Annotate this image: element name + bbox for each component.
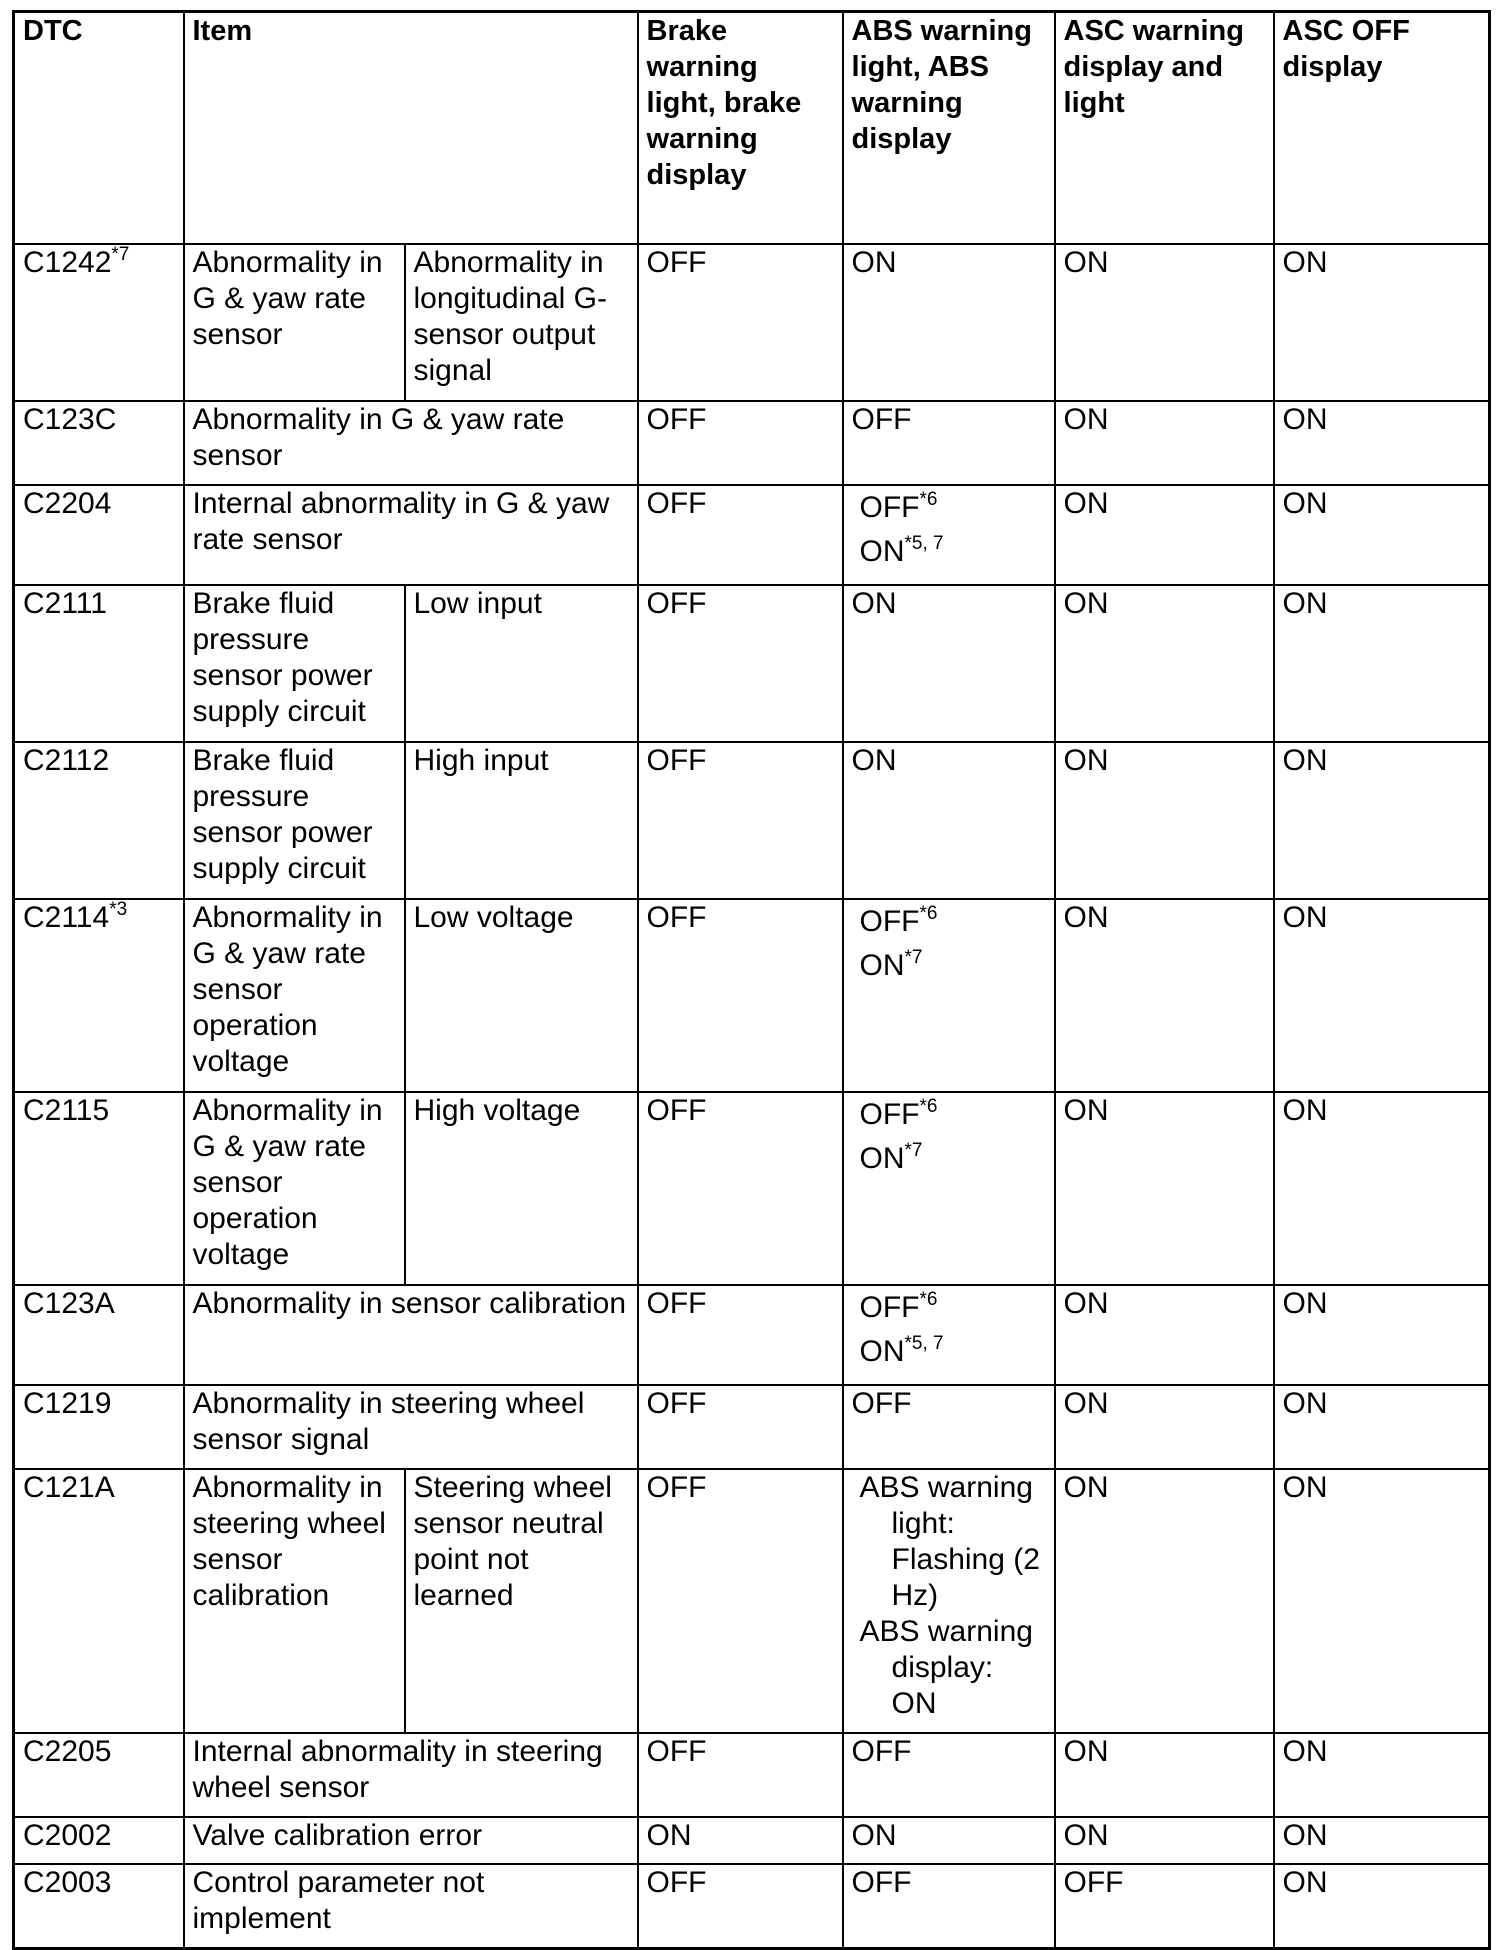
asc-off-cell: ON <box>1274 899 1490 1092</box>
sub-item-cell: Low input <box>405 585 638 742</box>
asc-warning-cell: ON <box>1055 1285 1274 1385</box>
asc-warning-cell: ON <box>1055 1385 1274 1469</box>
item-cell: Internal abnormality in steering wheel sensor <box>184 1733 638 1817</box>
item-cell: Abnormality in G & yaw rate sensor <box>184 244 405 401</box>
abs-status-line: OFF$^{*6}$ <box>859 1289 938 1324</box>
abs-warning-cell <box>843 485 1055 585</box>
asc-off-cell: ON <box>1274 244 1490 401</box>
sub-item-cell: Low voltage <box>405 899 638 1092</box>
header-asc-warning: ASC warning display and light <box>1055 12 1274 245</box>
brake-warning-cell: OFF <box>638 244 843 401</box>
table-row <box>14 401 1490 485</box>
brake-warning-cell: OFF <box>638 1469 843 1733</box>
dtc-code-cell <box>14 899 184 1092</box>
abs-status-line: ON$^{*5, 7}$ <box>859 1333 944 1368</box>
dtc-code-cell <box>14 244 184 401</box>
abs-warning-cell <box>843 1469 1055 1733</box>
abs-warning-cell <box>843 899 1055 1092</box>
sub-item-cell: Steering wheel sensor neutral point not learned <box>405 1469 638 1733</box>
asc-off-cell: ON <box>1274 401 1490 485</box>
table-row <box>14 485 1490 585</box>
asc-off-cell: ON <box>1274 485 1490 585</box>
asc-warning-cell: ON <box>1055 585 1274 742</box>
dtc-code-cell: C2115 <box>14 1092 184 1285</box>
table-row <box>14 1864 1490 1948</box>
sub-item-cell: High voltage <box>405 1092 638 1285</box>
brake-warning-cell: OFF <box>638 485 843 585</box>
brake-warning-cell: OFF <box>638 742 843 899</box>
table-row <box>14 585 1490 742</box>
asc-off-cell: ON <box>1274 1285 1490 1385</box>
asc-off-cell: ON <box>1274 1817 1490 1864</box>
table-row <box>14 742 1490 899</box>
table-row <box>14 899 1490 1092</box>
header-abs-warning: ABS warning light, ABS warning display <box>843 12 1055 245</box>
abs-warning-cell: OFF <box>843 1385 1055 1469</box>
abs-status-line: OFF$^{*6}$ <box>859 903 938 938</box>
table-row <box>14 1385 1490 1469</box>
item-cell: Abnormality in G & yaw rate sensor operation voltage <box>184 899 405 1092</box>
sub-item-cell: Abnormality in longitudinal G-sensor output signal <box>405 244 638 401</box>
abs-status-line: ON$^{*5, 7}$ <box>859 533 944 568</box>
asc-warning-cell: ON <box>1055 401 1274 485</box>
brake-warning-cell: OFF <box>638 1285 843 1385</box>
table-row <box>14 1733 1490 1817</box>
abs-warning-display-status: ABS warning display: ON <box>859 1615 1033 1720</box>
dtc-table <box>12 10 1491 1950</box>
asc-warning-cell: ON <box>1055 485 1274 585</box>
brake-warning-cell: OFF <box>638 401 843 485</box>
header-brake-warning: Brake warning light, brake warning display <box>638 12 843 245</box>
abs-warning-cell: ON <box>843 585 1055 742</box>
item-cell: Brake fluid pressure sensor power supply circuit <box>184 585 405 742</box>
header-item: Item <box>184 12 638 245</box>
abs-warning-light-status: ABS warning light: Flashing (2 Hz) <box>859 1471 1040 1612</box>
abs-warning-cell: ON <box>843 244 1055 401</box>
item-cell: Internal abnormality in G & yaw rate sensor <box>184 485 638 585</box>
dtc-code: C2114 <box>23 901 110 934</box>
table-row <box>14 1817 1490 1864</box>
abs-warning-cell <box>843 1285 1055 1385</box>
brake-warning-cell: OFF <box>638 899 843 1092</box>
header-asc-off: ASC OFF display <box>1274 12 1490 245</box>
header-dtc: DTC <box>14 12 184 245</box>
item-cell: Brake fluid pressure sensor power supply circuit <box>184 742 405 899</box>
brake-warning-cell: ON <box>638 1817 843 1864</box>
asc-off-cell: ON <box>1274 1864 1490 1948</box>
asc-off-cell: ON <box>1274 1092 1490 1285</box>
asc-warning-cell: ON <box>1055 899 1274 1092</box>
brake-warning-cell: OFF <box>638 1733 843 1817</box>
dtc-code-cell: C1219 <box>14 1385 184 1469</box>
dtc-code-cell: C2002 <box>14 1817 184 1864</box>
asc-warning-cell: ON <box>1055 244 1274 401</box>
brake-warning-cell: OFF <box>638 585 843 742</box>
abs-warning-cell: ON <box>843 742 1055 899</box>
item-cell: Abnormality in G & yaw rate sensor <box>184 401 638 485</box>
dtc-code-cell: C2111 <box>14 585 184 742</box>
asc-warning-cell: ON <box>1055 1817 1274 1864</box>
dtc-code-cell: C121A <box>14 1469 184 1733</box>
dtc-code: C1242 <box>23 246 112 279</box>
item-cell: Abnormality in G & yaw rate sensor operation voltage <box>184 1092 405 1285</box>
abs-status-line: OFF$^{*6}$ <box>859 1096 938 1131</box>
abs-status-line: ON$^{*7}$ <box>859 947 923 982</box>
dtc-footnote: *3 <box>109 899 128 920</box>
dtc-code-cell: C2205 <box>14 1733 184 1817</box>
asc-off-cell: ON <box>1274 1385 1490 1469</box>
abs-warning-cell <box>843 1092 1055 1285</box>
table-row <box>14 244 1490 401</box>
dtc-code-cell: C2204 <box>14 485 184 585</box>
table-row <box>14 1092 1490 1285</box>
item-cell: Abnormality in steering wheel sensor signal <box>184 1385 638 1469</box>
dtc-code-cell: C123C <box>14 401 184 485</box>
dtc-footnote: *7 <box>111 244 130 265</box>
abs-warning-cell: ON <box>843 1817 1055 1864</box>
asc-warning-cell: ON <box>1055 1469 1274 1733</box>
table-row <box>14 1469 1490 1733</box>
brake-warning-cell: OFF <box>638 1092 843 1285</box>
dtc-code-cell: C2003 <box>14 1864 184 1948</box>
brake-warning-cell: OFF <box>638 1385 843 1469</box>
asc-off-cell: ON <box>1274 585 1490 742</box>
dtc-table-container <box>12 10 1488 1950</box>
table-row <box>14 1285 1490 1385</box>
asc-off-cell: ON <box>1274 1469 1490 1733</box>
item-cell: Control parameter not implement <box>184 1864 638 1948</box>
asc-off-cell: ON <box>1274 742 1490 899</box>
sub-item-cell: High input <box>405 742 638 899</box>
brake-warning-cell: OFF <box>638 1864 843 1948</box>
abs-status-line: ON$^{*7}$ <box>859 1140 923 1175</box>
abs-warning-cell: OFF <box>843 401 1055 485</box>
dtc-code-cell: C123A <box>14 1285 184 1385</box>
item-cell: Valve calibration error <box>184 1817 638 1864</box>
asc-warning-cell: ON <box>1055 1092 1274 1285</box>
asc-warning-cell: ON <box>1055 1733 1274 1817</box>
abs-warning-cell: OFF <box>843 1733 1055 1817</box>
asc-warning-cell: ON <box>1055 742 1274 899</box>
asc-warning-cell: OFF <box>1055 1864 1274 1948</box>
item-cell: Abnormality in sensor calibration <box>184 1285 638 1385</box>
item-cell: Abnormality in steering wheel sensor calibration <box>184 1469 405 1733</box>
header-row <box>14 12 1490 245</box>
asc-off-cell: ON <box>1274 1733 1490 1817</box>
dtc-code-cell: C2112 <box>14 742 184 899</box>
abs-warning-cell: OFF <box>843 1864 1055 1948</box>
abs-status-line: OFF$^{*6}$ <box>859 489 938 524</box>
